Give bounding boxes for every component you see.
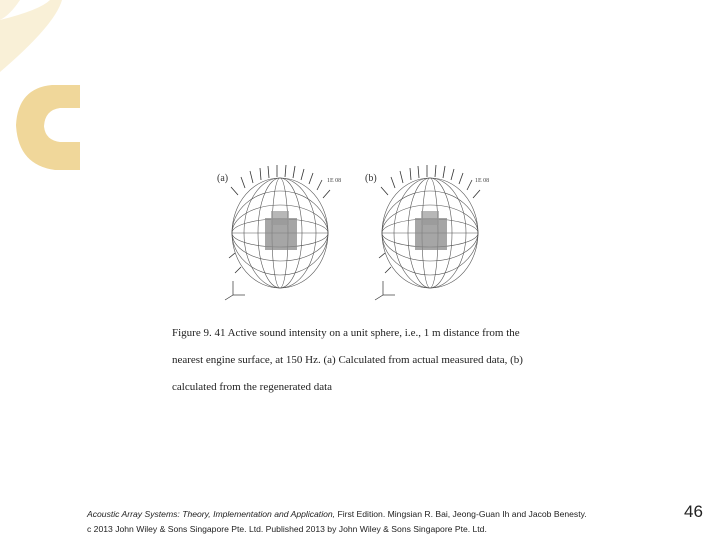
caption-line-3: calculated from the regenerated data: [172, 381, 333, 393]
book-title: Acoustic Array Systems: Theory, Implementation and Application,: [87, 509, 336, 519]
corner-decoration: [0, 0, 100, 190]
panel-b-label: (b): [365, 173, 377, 184]
panel-a-label: (a): [217, 173, 229, 184]
sphere-plot-a: [205, 163, 345, 308]
edition-authors: First Edition. Mingsian R. Bai, Jeong-Guan Ih and Jacob Benesty.: [335, 509, 587, 519]
caption-line-1: Figure 9. 41 Active sound intensity on a unit sphere, i.e., 1 m distance from the: [172, 327, 520, 339]
panel-a-scale: 1E 08: [327, 178, 342, 184]
caption-line-2: nearest engine surface, at 150 Hz. (a) Calculated from actual measured data, (b): [172, 354, 523, 366]
figure-caption: [172, 320, 552, 401]
page-number: 46: [684, 502, 703, 521]
copyright-line: c 2013 John Wiley & Sons Singapore Pte. Ltd. Published 2013 by John Wiley & Sons Singapore Pte. Ltd.: [87, 524, 487, 534]
figure-panel-b: [355, 163, 495, 308]
sphere-figure: [205, 163, 505, 308]
sphere-plot-b: [355, 163, 495, 308]
panel-b-scale: 1E 08: [475, 178, 490, 184]
figure-panel-a: [205, 163, 345, 308]
citation-line-1: [87, 507, 677, 522]
citation-footer: [87, 507, 677, 537]
